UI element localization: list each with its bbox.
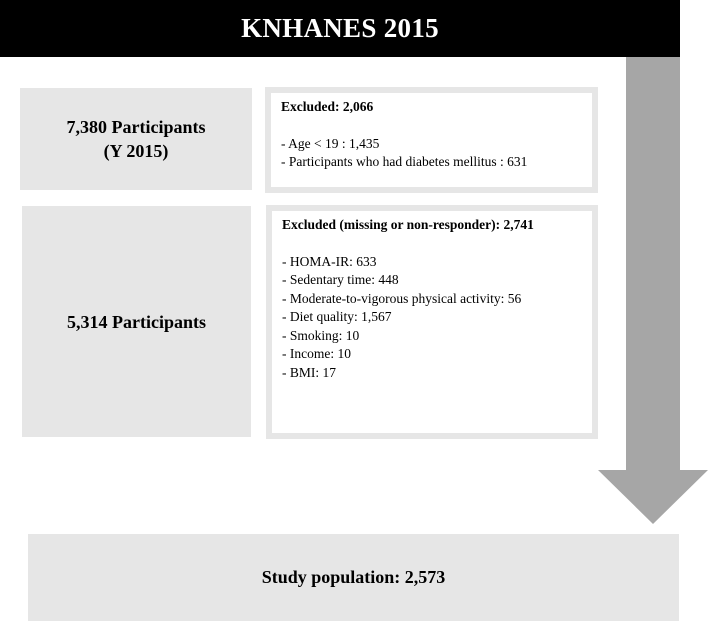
exclusion-2-item-income: - Income: 10 [282, 346, 351, 361]
participants-2015-count: 7,380 Participants [66, 117, 206, 137]
header-title: KNHANES 2015 [241, 13, 439, 43]
exclusion-2-item-diet-quality: - Diet quality: 1,567 [282, 309, 392, 324]
exclusion-2-list [282, 253, 582, 383]
exclusion-1-item-diabetes: - Participants who had diabetes mellitus : 631 [281, 154, 528, 169]
study-population-box [28, 534, 679, 621]
exclusion-1-list [281, 135, 582, 172]
participants-2015-year: (Y 2015) [103, 141, 169, 161]
participants-2015-box [20, 88, 252, 190]
exclusion-2-item-smoking: - Smoking: 10 [282, 327, 360, 343]
exclusion-2-item-bmi: - BMI: 17 [282, 364, 336, 380]
exclusion-1-title: Excluded: 2,066 [281, 99, 374, 114]
exclusion-box-2 [266, 205, 598, 439]
exclusion-2-item-homa-ir: - HOMA-IR: 633 [282, 253, 377, 269]
exclusion-2-item-mvpa: - Moderate-to-vigorous physical activity: 56 [282, 290, 522, 306]
header-bar [0, 0, 680, 57]
exclusion-2-item-sedentary-time: - Sedentary time: 448 [282, 272, 399, 287]
exclusion-1-item-age: - Age < 19 : 1,435 [281, 135, 380, 151]
participants-remaining-box [22, 206, 251, 437]
exclusion-box-1 [265, 87, 598, 193]
exclusion-2-title: Excluded (missing or non-responder): 2,741 [282, 217, 534, 232]
participants-remaining-count: 5,314 Participants [67, 311, 206, 332]
study-population-label: Study population: 2,573 [261, 567, 446, 587]
